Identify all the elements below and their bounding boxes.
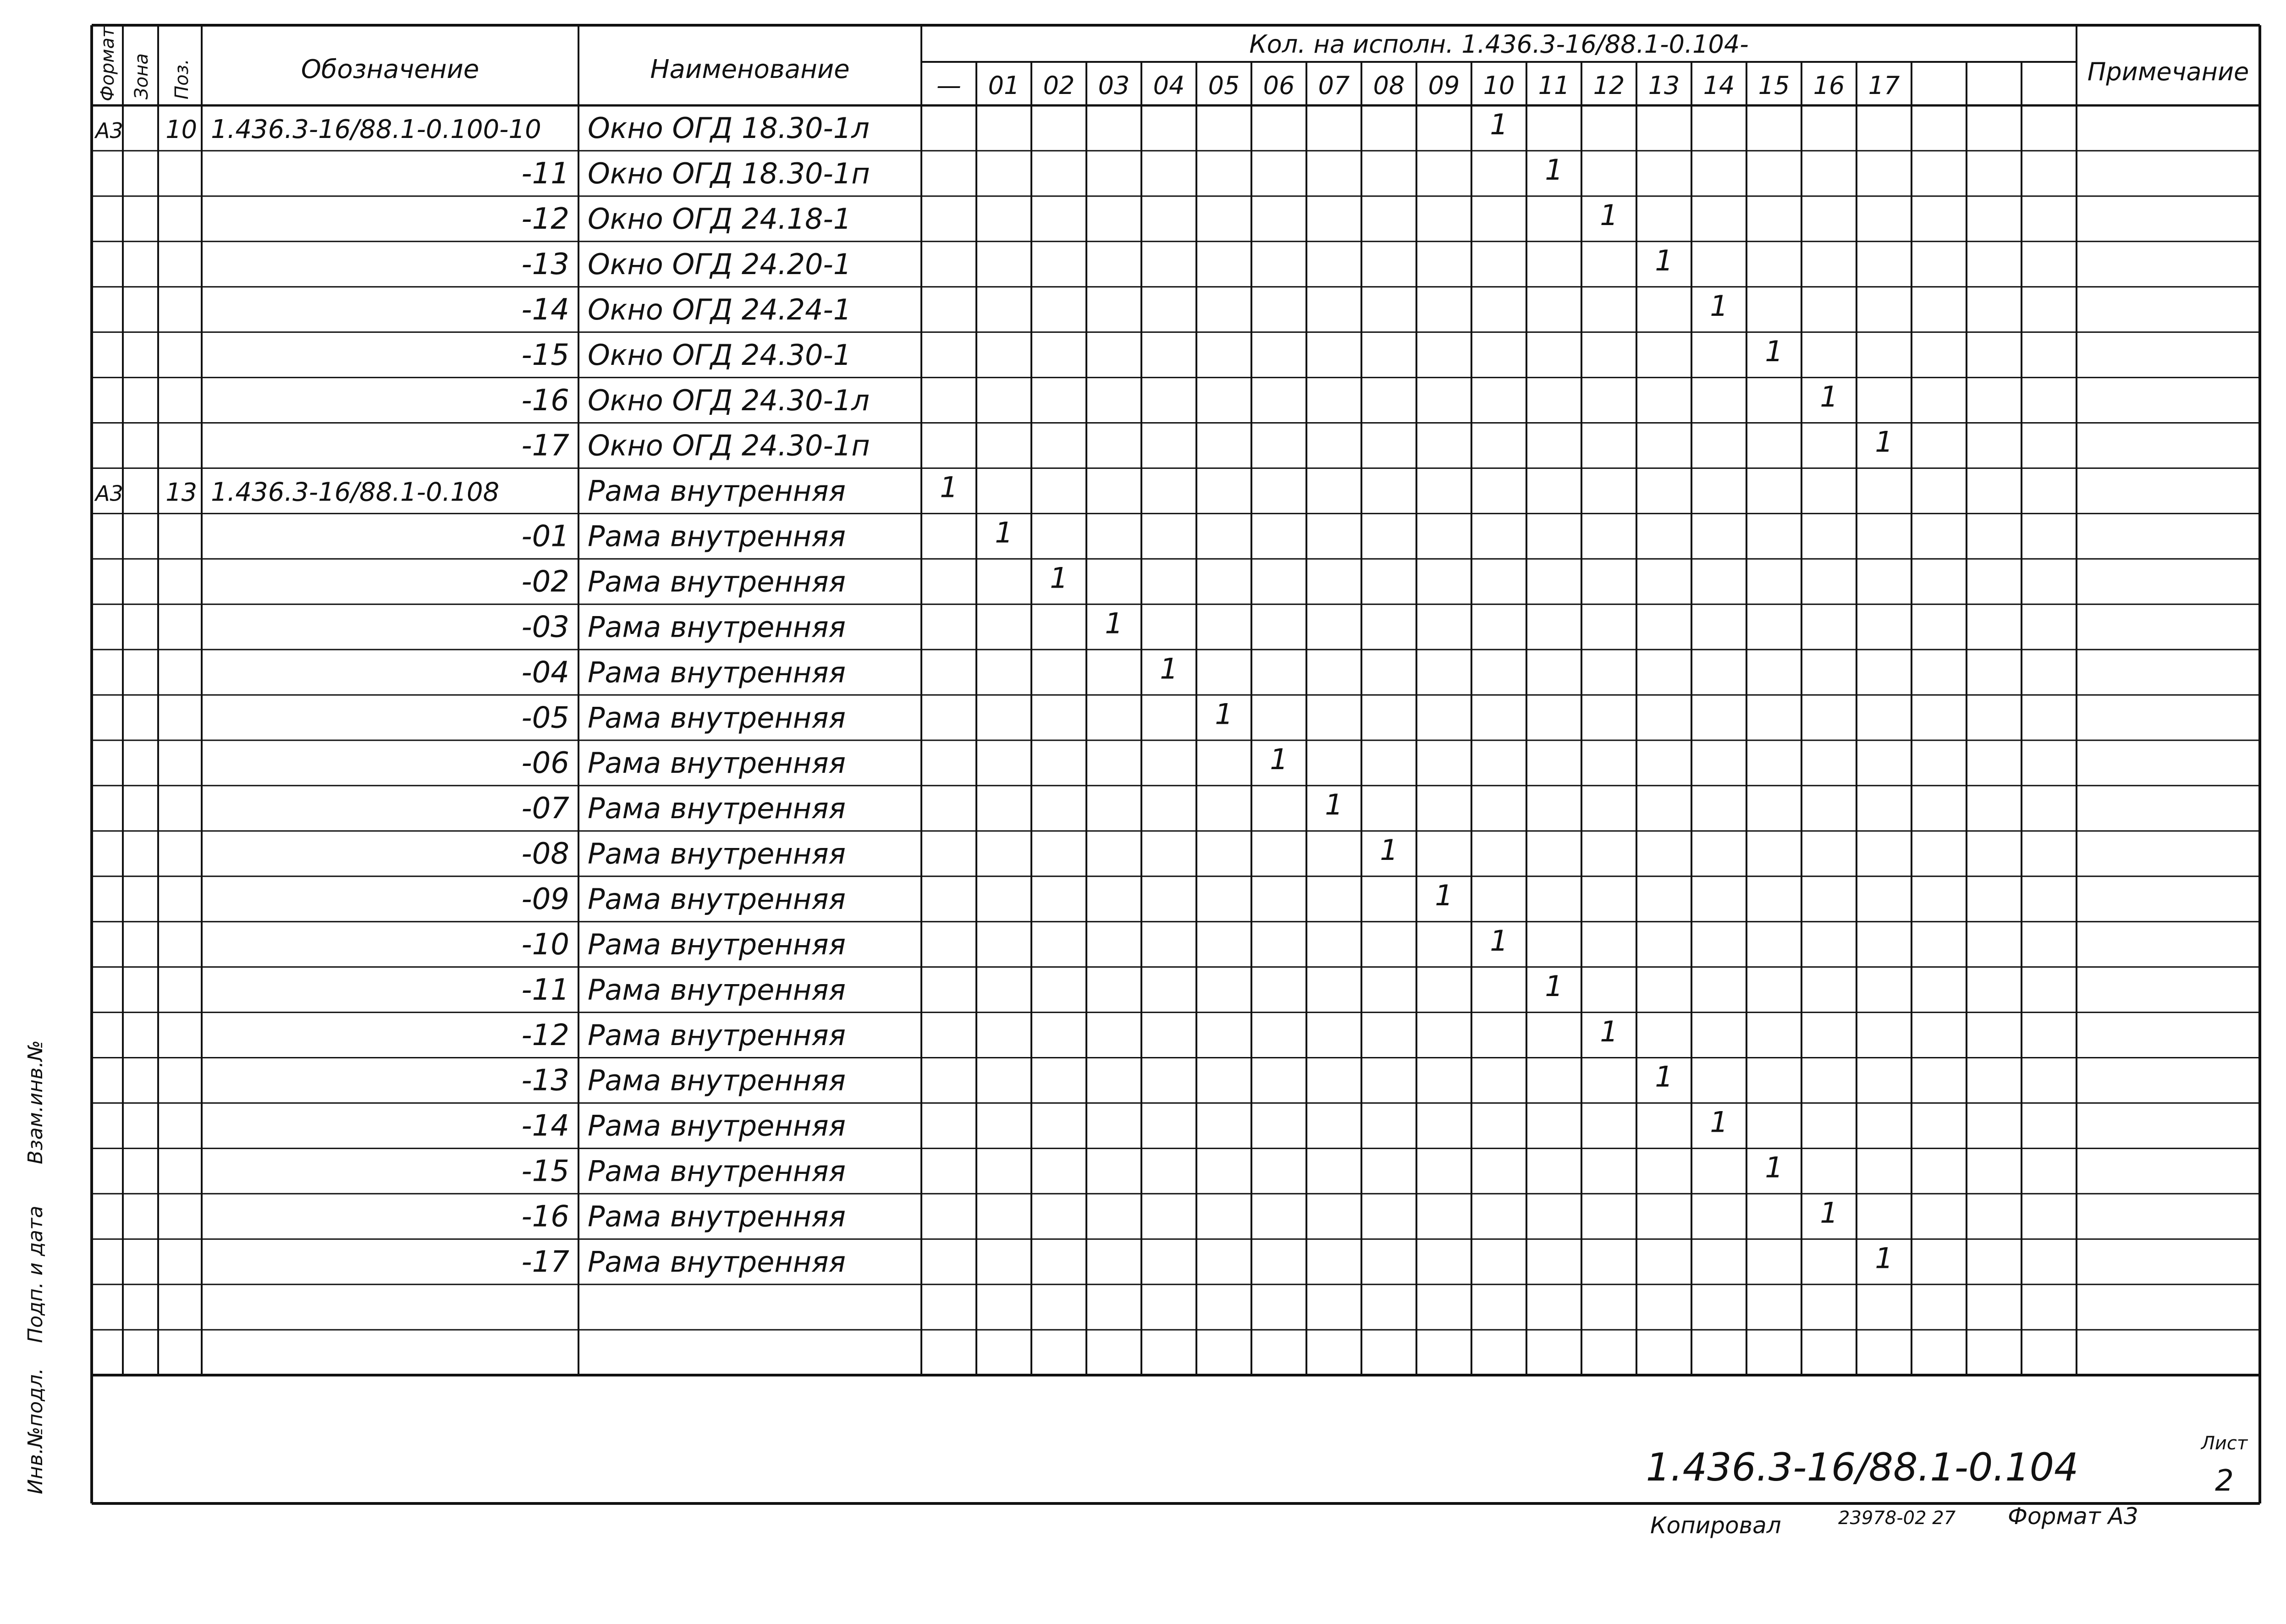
row-designation: -05 xyxy=(521,701,569,735)
table-row xyxy=(521,425,1893,463)
variant-header: 07 xyxy=(1318,71,1350,100)
row-designation: -13 xyxy=(521,1063,569,1098)
row-qty: 1 xyxy=(1710,1105,1728,1139)
row-name: Рама внутренняя xyxy=(588,1109,846,1143)
header-note: Примечание xyxy=(2087,57,2249,86)
row-qty: 1 xyxy=(1600,198,1618,232)
variant-header: 14 xyxy=(1703,71,1735,100)
row-name: Рама внутренняя xyxy=(588,927,846,961)
table-row xyxy=(521,743,1288,780)
header-format: Формат xyxy=(97,27,118,101)
row-designation: -15 xyxy=(521,338,569,372)
table-row xyxy=(521,198,1618,236)
row-name: Окно ОГД 24.30-1п xyxy=(588,429,870,462)
variant-header: — xyxy=(936,71,961,100)
row-designation: 1.436.3-16/88.1-0.108 xyxy=(211,477,500,507)
table-row xyxy=(94,108,1508,145)
format-label: Формат А3 xyxy=(2008,1503,2138,1530)
row-format: А3 xyxy=(95,118,123,143)
variant-header: 08 xyxy=(1373,71,1405,100)
variant-header: 13 xyxy=(1648,71,1680,100)
row-designation: -11 xyxy=(521,973,569,1007)
row-qty: 1 xyxy=(1490,924,1508,958)
variant-header: 05 xyxy=(1208,71,1240,100)
table-row xyxy=(521,1196,1838,1234)
table-row xyxy=(94,471,958,508)
table-row xyxy=(521,335,1783,372)
row-designation: -06 xyxy=(521,746,569,781)
sheet-number: 2 xyxy=(2215,1464,2234,1498)
table-row xyxy=(521,788,1343,826)
row-qty: 1 xyxy=(1325,788,1343,822)
row-name: Рама внутренняя xyxy=(588,1200,846,1233)
row-qty: 1 xyxy=(1875,425,1893,459)
table-row xyxy=(521,833,1398,871)
row-designation: -17 xyxy=(521,1245,569,1279)
title-block xyxy=(1536,1426,2260,1503)
row-pos: 13 xyxy=(165,478,197,507)
row-name: Рама внутренняя xyxy=(588,792,846,826)
variant-header: 03 xyxy=(1098,71,1130,100)
row-qty: 1 xyxy=(1050,561,1068,595)
row-name: Рама внутренняя xyxy=(588,1154,846,1188)
table-row xyxy=(521,562,1068,599)
row-qty: 1 xyxy=(1765,1151,1783,1184)
table-row xyxy=(521,697,1233,735)
table-row xyxy=(521,879,1453,916)
row-name: Рама внутренняя xyxy=(588,837,846,871)
row-designation: -10 xyxy=(521,927,569,962)
table-row xyxy=(521,1060,1673,1098)
row-designation: -04 xyxy=(521,655,569,690)
sheet-label: Лист xyxy=(2201,1433,2248,1454)
table-row xyxy=(521,924,1508,962)
row-designation: -01 xyxy=(521,519,569,554)
side-stamp xyxy=(21,1040,92,1503)
copied-stamp: 23978-02 27 xyxy=(1838,1508,1956,1529)
row-designation: -03 xyxy=(521,610,569,644)
row-qty: 1 xyxy=(1710,289,1728,323)
header-name: Наименование xyxy=(650,55,850,84)
row-name: Рама внутренняя xyxy=(588,973,846,1007)
row-designation: -14 xyxy=(521,292,569,327)
table-row xyxy=(521,516,1013,554)
row-name: Окно ОГД 24.24-1 xyxy=(588,292,852,326)
row-designation: -12 xyxy=(521,1018,569,1052)
row-designation: -14 xyxy=(521,1109,569,1143)
row-format: А3 xyxy=(95,481,123,506)
side-label: Инв.№подл. xyxy=(24,1368,47,1494)
row-qty: 1 xyxy=(1600,1014,1618,1048)
variant-header: 09 xyxy=(1428,71,1460,100)
table-row xyxy=(521,153,1563,191)
row-name: Окно ОГД 18.30-1л xyxy=(588,111,870,145)
table-row xyxy=(521,1151,1783,1189)
row-name: Рама внутренняя xyxy=(588,701,846,735)
row-name: Рама внутренняя xyxy=(588,746,846,780)
row-designation: -11 xyxy=(521,157,569,191)
table-header xyxy=(97,26,2249,101)
row-name: Окно ОГД 24.30-1л xyxy=(588,383,870,417)
row-name: Окно ОГД 24.30-1 xyxy=(588,338,852,372)
variant-header: 16 xyxy=(1813,71,1845,100)
table-row xyxy=(521,380,1838,418)
row-name: Рама внутренняя xyxy=(588,1245,846,1279)
row-qty: 1 xyxy=(1655,1060,1673,1094)
row-qty: 1 xyxy=(1490,108,1508,142)
variant-header: 17 xyxy=(1868,71,1900,100)
variant-header: 12 xyxy=(1593,71,1625,100)
row-designation: -02 xyxy=(521,565,569,599)
table-row xyxy=(521,244,1673,281)
variant-header: 02 xyxy=(1043,71,1075,100)
row-name: Рама внутренняя xyxy=(588,565,846,599)
row-name: Рама внутренняя xyxy=(588,882,846,916)
row-designation: -07 xyxy=(521,792,569,826)
row-qty: 1 xyxy=(1765,334,1783,368)
row-designation: -16 xyxy=(521,1200,569,1234)
variant-header: 01 xyxy=(988,71,1020,100)
row-designation: -16 xyxy=(521,383,569,418)
row-name: Окно ОГД 24.20-1 xyxy=(588,248,852,281)
variant-header: 11 xyxy=(1538,71,1570,100)
row-qty: 1 xyxy=(1820,380,1838,413)
copied-label: Копировал xyxy=(1650,1512,1781,1539)
row-name: Рама внутренняя xyxy=(588,519,846,553)
header-qty-title: Кол. на исполн. 1.436.3-16/88.1-0.104- xyxy=(1249,30,1749,59)
table-row xyxy=(521,606,1123,644)
row-pos: 10 xyxy=(165,115,197,144)
row-qty: 1 xyxy=(1545,969,1563,1003)
variant-header: 04 xyxy=(1153,71,1185,100)
side-label: Взам.инв.№ xyxy=(24,1040,47,1164)
side-label: Подп. и дата xyxy=(24,1206,47,1343)
row-qty: 1 xyxy=(1655,244,1673,278)
row-name: Окно ОГД 24.18-1 xyxy=(588,202,852,236)
row-qty: 1 xyxy=(940,470,958,504)
variant-header: 10 xyxy=(1483,71,1515,100)
variant-header: 06 xyxy=(1263,71,1295,100)
row-qty: 1 xyxy=(1380,833,1398,867)
table-grid xyxy=(92,25,2260,1503)
row-qty: 1 xyxy=(1545,153,1563,187)
row-qty: 1 xyxy=(1105,606,1123,640)
row-designation: -09 xyxy=(521,882,569,917)
header-designation: Обозначение xyxy=(301,55,479,84)
table-row xyxy=(521,652,1178,689)
row-qty: 1 xyxy=(1160,652,1178,686)
table-row xyxy=(521,1241,1893,1279)
document-code: 1.436.3-16/88.1-0.104 xyxy=(1646,1445,2079,1490)
row-name: Окно ОГД 18.30-1п xyxy=(588,157,870,191)
row-name: Рама внутренняя xyxy=(588,610,846,644)
row-qty: 1 xyxy=(1875,1241,1893,1275)
row-designation: -12 xyxy=(521,202,569,237)
footer xyxy=(1650,1503,2138,1539)
row-name: Рама внутренняя xyxy=(588,1063,846,1097)
row-qty: 1 xyxy=(1215,697,1233,731)
table-row xyxy=(521,1015,1618,1052)
row-designation: -13 xyxy=(521,248,569,282)
row-qty: 1 xyxy=(995,516,1013,550)
variant-header: 15 xyxy=(1758,71,1790,100)
header-pos: Поз. xyxy=(171,59,193,99)
row-qty: 1 xyxy=(1820,1196,1838,1230)
row-designation: -08 xyxy=(521,837,569,871)
row-name: Рама внутренняя xyxy=(588,474,846,508)
row-qty: 1 xyxy=(1270,743,1288,776)
row-name: Рама внутренняя xyxy=(588,1018,846,1052)
table-row xyxy=(521,1106,1728,1143)
row-name: Рама внутренняя xyxy=(588,655,846,689)
row-designation: 1.436.3-16/88.1-0.100-10 xyxy=(211,115,541,145)
table-row xyxy=(521,289,1728,327)
table-row xyxy=(521,969,1563,1007)
header-zone: Зона xyxy=(131,53,152,99)
row-designation: -15 xyxy=(521,1154,569,1189)
row-qty: 1 xyxy=(1435,879,1453,913)
row-designation: -17 xyxy=(521,429,569,463)
